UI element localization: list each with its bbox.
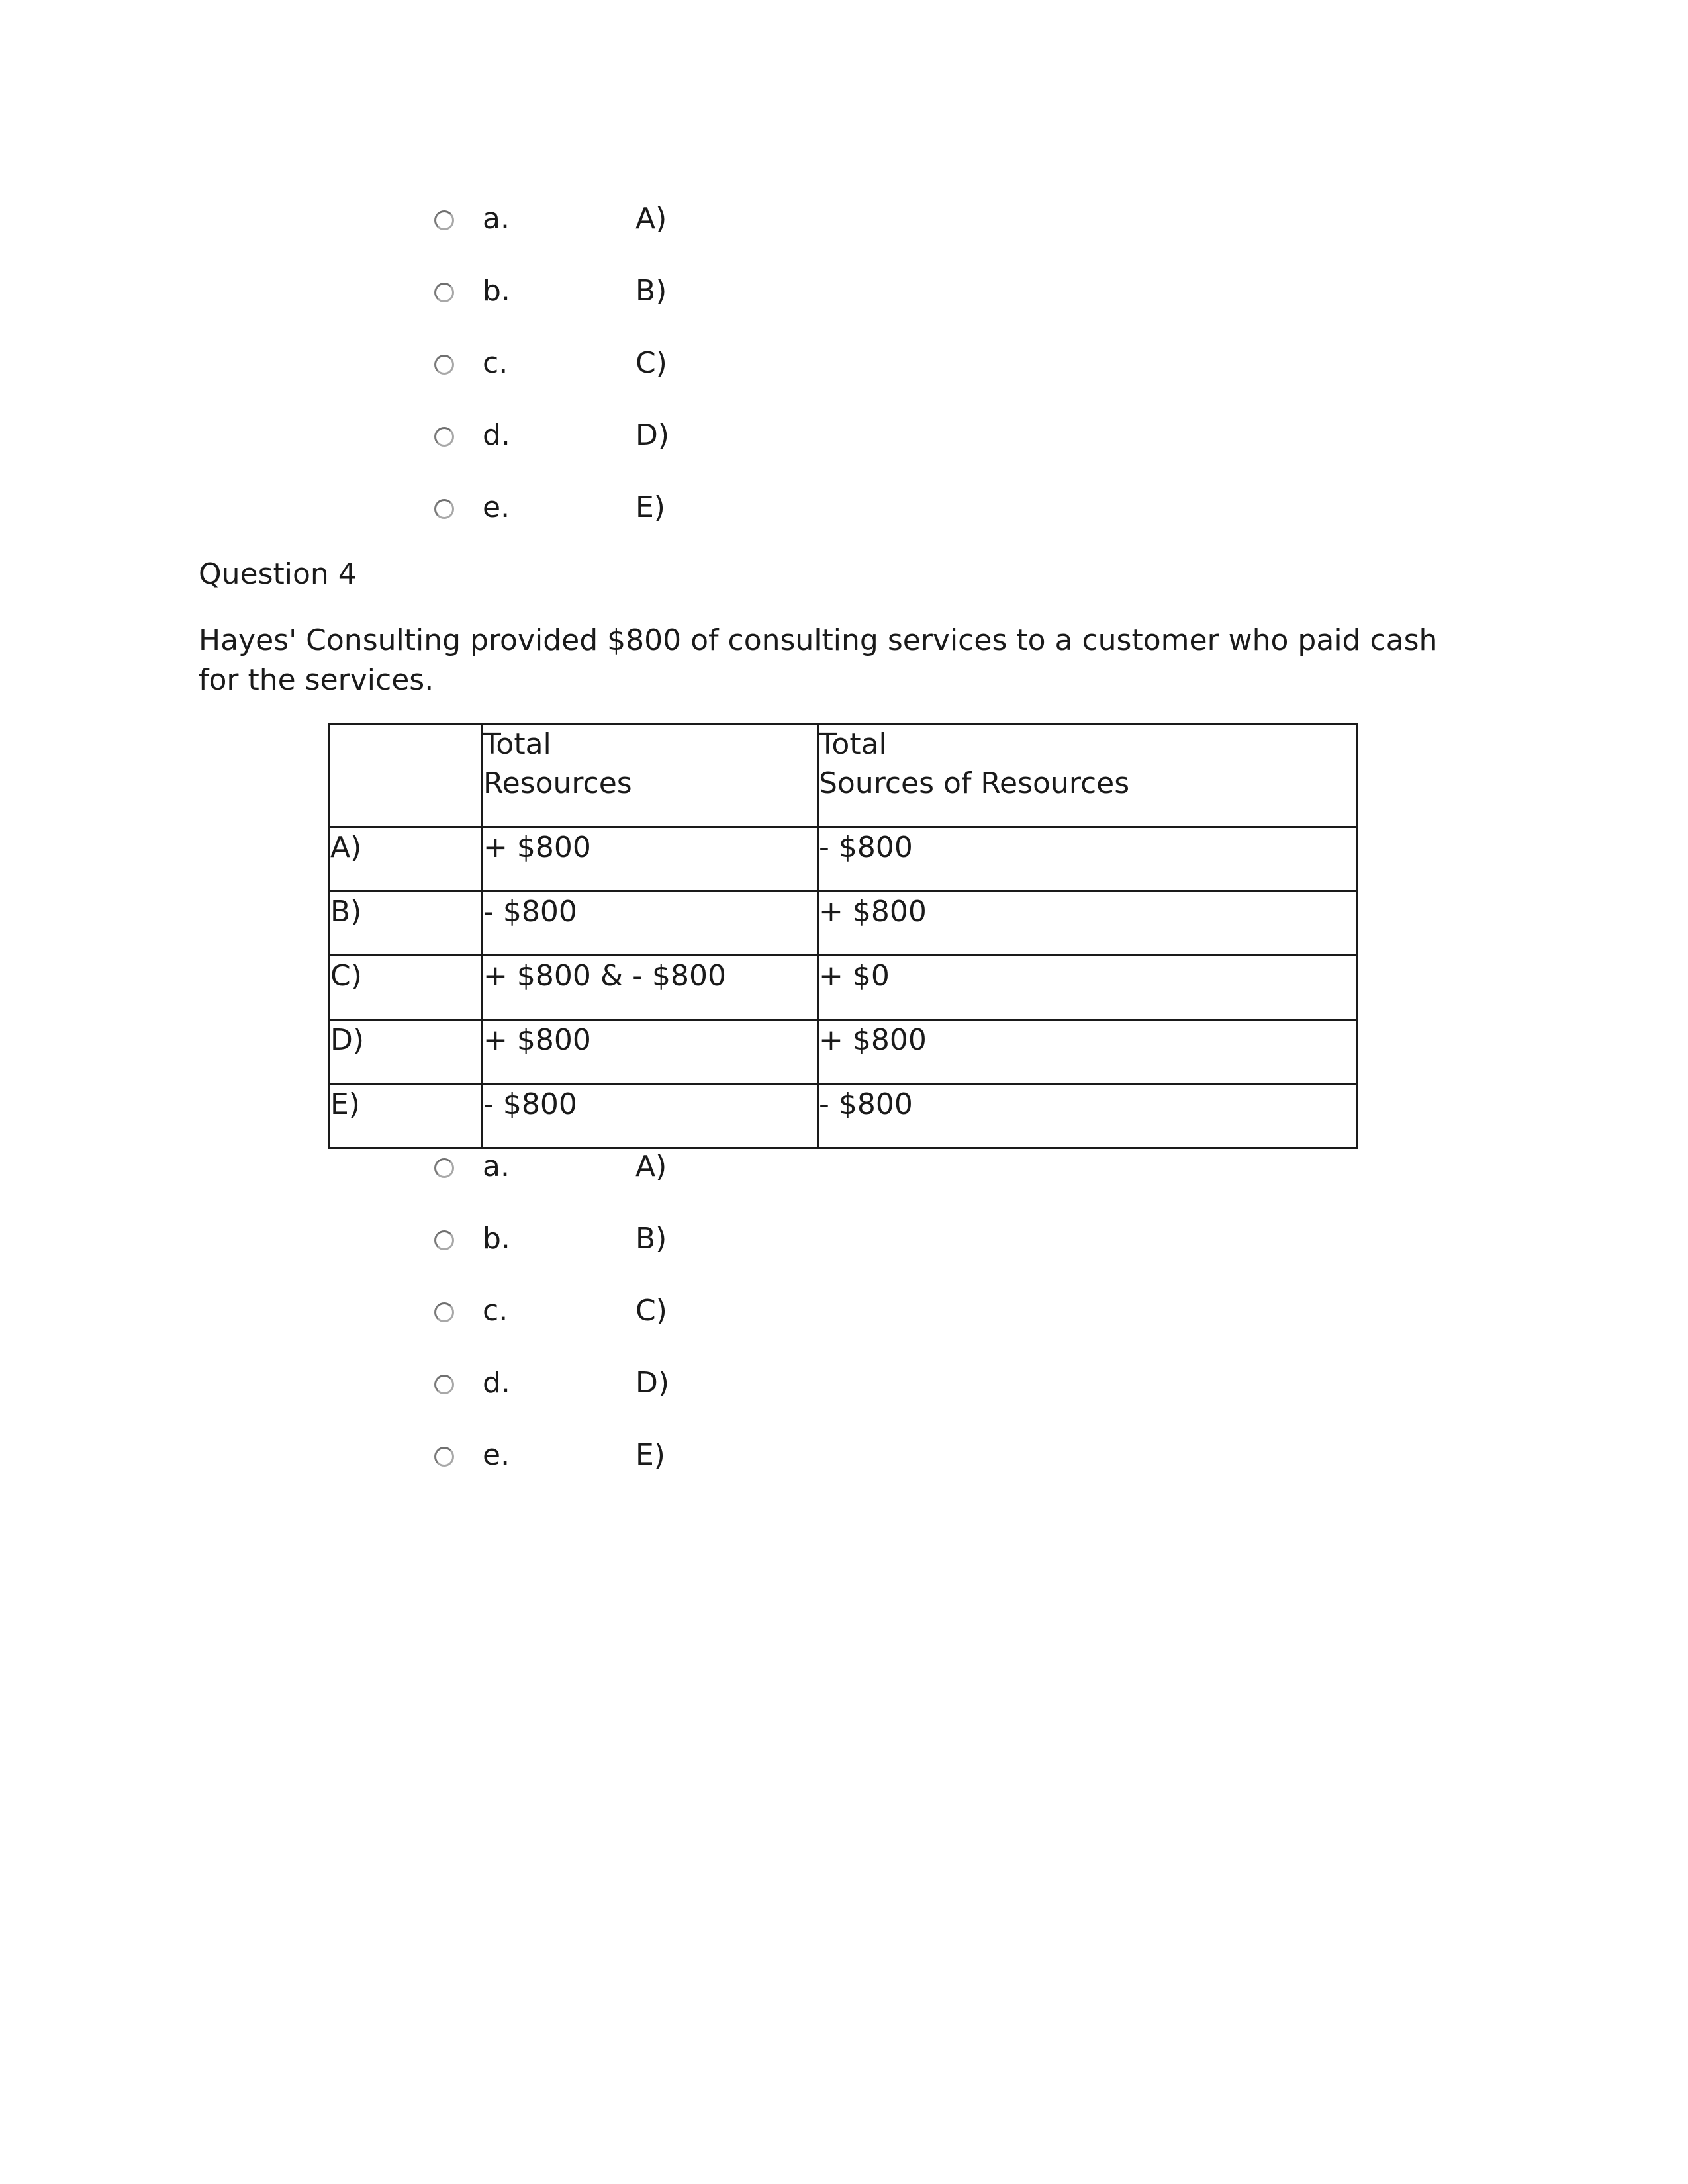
sources-cell: - $800: [818, 827, 1358, 891]
header-cell-empty: [330, 724, 483, 827]
option-letter: b.: [483, 1222, 510, 1255]
resources-cell: + $800: [483, 827, 818, 891]
table-row: [330, 1020, 1358, 1084]
option-choice: E): [635, 1438, 665, 1472]
question-text: Hayes' Consulting provided $800 of consulting services to a customer who paid cash for the services.: [199, 623, 1438, 697]
resources-cell: + $800: [483, 1020, 818, 1084]
radio-button[interactable]: [434, 210, 454, 230]
option-letter: c.: [483, 346, 508, 380]
option-letter: b.: [483, 274, 510, 308]
option-letter: c.: [483, 1294, 508, 1328]
radio-button[interactable]: [434, 427, 454, 447]
option-choice: B): [635, 274, 667, 308]
option-choice: B): [635, 1222, 667, 1255]
header-line: Total: [819, 727, 887, 761]
question-heading: Question 4: [199, 557, 357, 591]
sources-cell: - $800: [818, 1084, 1358, 1148]
row-label: D): [330, 1020, 483, 1084]
option-letter: e.: [483, 490, 510, 524]
table-row: [330, 956, 1358, 1020]
row-label: E): [330, 1084, 483, 1148]
option-choice: D): [635, 1366, 670, 1400]
resources-cell: - $800: [483, 891, 818, 956]
option-choice: A): [635, 1150, 667, 1183]
option-letter: e.: [483, 1438, 510, 1472]
row-label: B): [330, 891, 483, 956]
sources-cell: + $0: [818, 956, 1358, 1020]
resources-cell: - $800: [483, 1084, 818, 1148]
option-letter: a.: [483, 1150, 510, 1183]
option-letter: d.: [483, 418, 510, 452]
radio-button[interactable]: [434, 1375, 454, 1394]
table-header-row: [330, 724, 1358, 827]
radio-button[interactable]: [434, 1302, 454, 1322]
option-choice: C): [635, 1294, 667, 1328]
radio-button[interactable]: [434, 1447, 454, 1467]
option-choice: C): [635, 346, 667, 380]
table-row: [330, 1084, 1358, 1148]
answer-table: [328, 723, 1358, 1149]
row-label: A): [330, 827, 483, 891]
header-cell-sources: [818, 724, 1358, 827]
option-letter: a.: [483, 202, 510, 236]
header-cell-resources: [483, 724, 818, 827]
table-row: [330, 891, 1358, 956]
row-label: C): [330, 956, 483, 1020]
header-line: Total: [483, 727, 551, 761]
radio-button[interactable]: [434, 1158, 454, 1178]
radio-button[interactable]: [434, 499, 454, 519]
radio-button[interactable]: [434, 1230, 454, 1250]
header-line: Resources: [483, 766, 632, 800]
resources-cell: + $800 & - $800: [483, 956, 818, 1020]
radio-button[interactable]: [434, 283, 454, 302]
option-letter: d.: [483, 1366, 510, 1400]
option-choice: A): [635, 202, 667, 236]
option-choice: E): [635, 490, 665, 524]
sources-cell: + $800: [818, 1020, 1358, 1084]
table-row: [330, 827, 1358, 891]
sources-cell: + $800: [818, 891, 1358, 956]
header-line: Sources of Resources: [819, 766, 1130, 800]
option-choice: D): [635, 418, 670, 452]
radio-button[interactable]: [434, 355, 454, 375]
